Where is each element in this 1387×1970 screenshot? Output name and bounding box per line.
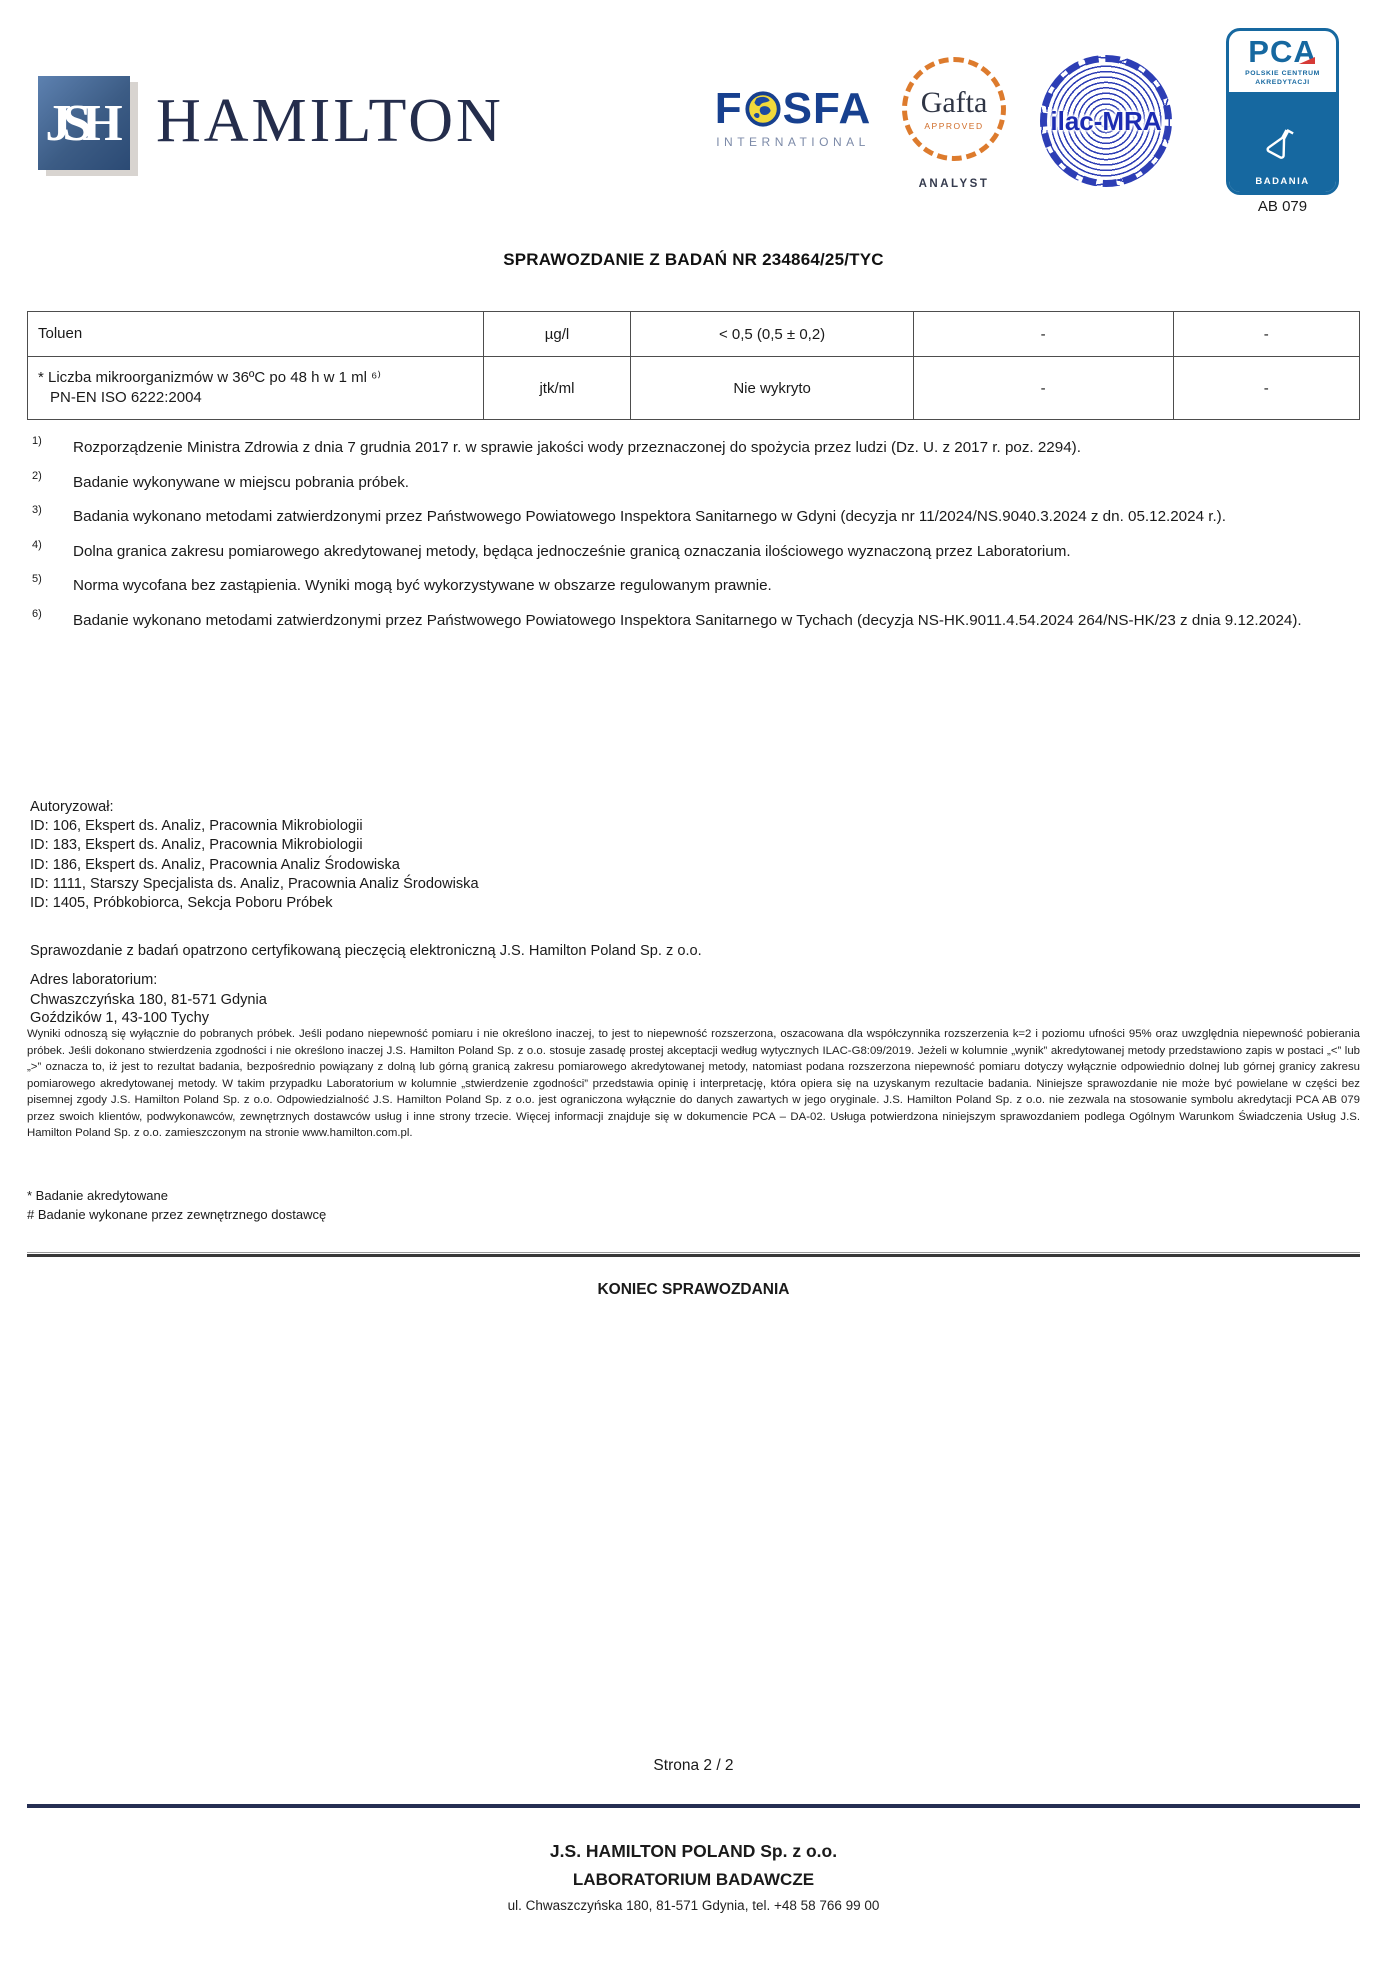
certification-note: Sprawozdanie z badań opatrzono certyfikowaną pieczęcią elektroniczną J.S. Hamilton Poland Sp. z o.o.	[30, 943, 702, 959]
parameter-cell	[28, 312, 484, 357]
parameter-name: Toluen	[38, 325, 83, 342]
footer-company-name: J.S. HAMILTON POLAND Sp. z o.o.	[549, 1841, 838, 1861]
footnote-number: 1)	[32, 435, 42, 447]
footnote-item	[27, 437, 1360, 459]
section-divider	[27, 1252, 1360, 1257]
footnote-number: 5)	[32, 573, 42, 585]
footer-rule	[27, 1804, 1360, 1808]
gafta-name: Gafta	[920, 85, 988, 119]
gafta-logo wheat-wreath-icon	[902, 57, 1006, 161]
legend-accredited: * Badanie akredytowane	[27, 1188, 168, 1203]
parameter-name: * Liczba mikroorganizmów w 36ºC po 48 h w 1 ml ⁶⁾	[38, 369, 381, 386]
gafta-analyst-label: ANALYST	[918, 178, 990, 190]
footnote-text: Norma wycofana bez zastąpienia. Wyniki mogą być wykorzystywane w obszarze regulowanym prawnie.	[73, 577, 772, 594]
footnote-number: 4)	[32, 538, 42, 551]
parameter-cell	[28, 357, 484, 420]
authorization-entry: ID: 1111, Starszy Specjalista ds. Analiz, Pracownia Analiz Środowiska	[30, 875, 479, 892]
fosfa-logo	[708, 86, 878, 149]
result-cell: < 0,5 (0,5 ± 0,2)	[631, 312, 913, 357]
authorization-entry: ID: 183, Ekspert ds. Analiz, Pracownia Mikrobiologii	[30, 837, 363, 854]
lab-address-label: Adres laboratorium:	[30, 972, 158, 988]
lab-address-line: Chwaszczyńska 180, 81-571 Gdynia	[30, 991, 267, 1008]
fosfa-subtitle: INTERNATIONAL	[716, 135, 870, 149]
footer-lab-name: LABORATORIUM BADAWCZE	[572, 1870, 815, 1889]
footer	[0, 1836, 1387, 1918]
footnote-text: Badanie wykonano metodami zatwierdzonymi przez Państwowego Powiatowego Inspektora Sanitarnego w Tychach (decyzja NS-HK.9011.4.54.2024 264/NS-HK/23 z dnia 9.12.2024).	[73, 611, 1302, 629]
pca-badania-label: BADANIA	[1255, 176, 1310, 187]
pca-wordmark	[1248, 35, 1316, 69]
value-cell: -	[1173, 312, 1360, 357]
hamilton-wordmark: HAMILTON	[156, 87, 504, 155]
ilac-mra-text: ilac-MRA	[1050, 105, 1162, 136]
page-number: Strona 2 / 2	[653, 1757, 734, 1774]
pca-badania-panel	[1229, 92, 1336, 192]
disclaimer-paragraph: Wyniki odnoszą się wyłącznie do pobranych próbek. Jeśli podano niepewność pomiaru i nie określono inaczej, to jest to niepewność rozszerzona, oszacowana dla współczynnika rozszerzenia k=2 i poziomu ufności 95% oraz uwzględnia niepewność pobierania próbek. Jeśli dokonano stwierdzenia zgodności i nie określono inaczej J.S. Hamilton Poland Sp. z o.o. stosuje zasadę prostej akceptacji według wytycznych ILAC-G8:09/2019. Jeżeli w kolumnie „wynik” akredytowanej metody przedstawiono zapis w postaci „<” lub „>” oznacza to, iż jest to rezultat badania, bezpośrednio powiązany z dolną lub górną granicą zakresu pomiarowego akredytowanej metody, natomiast podana rozszerzona niepewność pomiaru dotyczy wyłącznie odpowiednio dolnej lub górnej granicy zakresu pomiarowego akredytowanej metody. W takim przypadku Laboratorium w kolumnie „stwierdzenie zgodności” przedstawia opinię i interpretację, która opiera się na uzyskanym rezultacie badania. Niniejsze sprawozdanie nie może być powielane w części bez pisemnej zgody J.S. Hamilton Poland Sp. z o.o. Odpowiedzialność J.S. Hamilton Poland Sp. z o.o. jest ograniczona wyłącznie do danych zawartych w jego oryginale. J.S. Hamilton Poland Sp. z o.o. nie zezwala na stosowanie symbolu akredytacji PCA AB 079 przez swoich klientów, podwykonawców, zewnętrznych dostawców usług i inne strony trzecie. Więcej informacji znajduje się w dokumencie PCA – DA-02. Usługa potwierdzona niniejszym sprawozdaniem podlega Ogólnym Warunkom Świadczenia Usług J.S. Hamilton Poland Sp. z o.o. zamieszczonym na stronie www.hamilton.com.pl.	[27, 1028, 1360, 1139]
jsh-monogram: JSH	[45, 94, 114, 152]
footnote-text: Badanie wykonywane w miejscu pobrania próbek.	[73, 473, 410, 491]
fosfa-letter-f: F	[714, 84, 743, 133]
ilac-mra-seal-icon	[1040, 55, 1172, 187]
pca-subtitle-1: POLSKIE CENTRUM	[1245, 70, 1320, 77]
authorization-entry: ID: 106, Ekspert ds. Analiz, Pracownia Mikrobiologii	[30, 818, 363, 835]
authorization-entry: ID: 1405, Próbkobiorca, Sekcja Poboru Próbek	[30, 895, 333, 912]
footnote-item	[27, 469, 1360, 494]
footnote-number: 2)	[32, 469, 42, 482]
footnote-text: Rozporządzenie Ministra Zdrowia z dnia 7 grudnia 2017 r. w sprawie jakości wody przeznaczonej do spożycia przez ludzi (Dz. U. z 2017 r. poz. 2294).	[73, 439, 1081, 456]
authorization-section	[30, 798, 479, 913]
unit-cell: µg/l	[483, 312, 631, 357]
footnote-number: 6)	[32, 607, 42, 620]
footer-address: ul. Chwaszczyńska 180, 81-571 Gdynia, tel. +48 58 766 99 00	[507, 1898, 880, 1913]
lab-address-line: Goździków 1, 43-100 Tychy	[30, 1010, 210, 1026]
footnote-text: Dolna granica zakresu pomiarowego akredytowanej metody, będąca jednocześnie granicą oznaczania ilościowego wyznaczoną przez Laboratorium.	[73, 542, 1071, 560]
fosfa-wordmark	[708, 86, 878, 132]
pca-letters: PCA	[1248, 34, 1317, 69]
value-cell: -	[913, 312, 1173, 357]
result-cell: Nie wykryto	[631, 357, 913, 420]
gafta-approved-label: APPROVED	[924, 120, 984, 131]
unit-cell: jtk/ml	[483, 357, 631, 420]
pca-red-accent-icon	[1299, 57, 1315, 64]
footnotes-section	[27, 437, 1360, 644]
authorization-entry: ID: 186, Ekspert ds. Analiz, Pracownia Analiz Środowiska	[30, 856, 400, 873]
table-row	[28, 357, 1360, 420]
globe-icon	[744, 90, 782, 128]
footnote-item	[27, 607, 1360, 632]
table-row	[28, 312, 1360, 357]
flask-icon	[1263, 125, 1303, 170]
pca-accreditation-logo	[1226, 28, 1339, 195]
footnote-item	[27, 506, 1360, 528]
footnote-number: 3)	[32, 504, 42, 516]
report-title: SPRAWOZDANIE Z BADAŃ NR 234864/25/TYC	[503, 250, 884, 269]
footnote-text: Badania wykonano metodami zatwierdzonymi przez Państwowego Powiatowego Inspektora Sanitarnego w Gdyni (decyzja nr 11/2024/NS.9040.3.2024 z dn. 05.12.2024 r.).	[73, 508, 1226, 525]
legend-section	[27, 1186, 326, 1224]
lab-address-section	[30, 971, 267, 1028]
jsh-hamilton-logo-icon	[38, 76, 130, 170]
results-table	[27, 311, 1360, 420]
value-cell: -	[1173, 357, 1360, 420]
parameter-method: PN-EN ISO 6222:2004	[50, 389, 202, 406]
fosfa-letters-sfa: SFA	[782, 84, 872, 133]
pca-subtitle-2: AKREDYTACJI	[1255, 79, 1310, 86]
footnote-item	[27, 538, 1360, 563]
accreditation-number: AB 079	[1257, 198, 1308, 215]
footnote-item	[27, 575, 1360, 597]
legend-external: # Badanie wykonane przez zewnętrznego dostawcę	[27, 1207, 327, 1222]
authorization-label: Autoryzował:	[30, 799, 114, 815]
value-cell: -	[913, 357, 1173, 420]
end-of-report-note: KONIEC SPRAWOZDANIA	[597, 1281, 790, 1298]
